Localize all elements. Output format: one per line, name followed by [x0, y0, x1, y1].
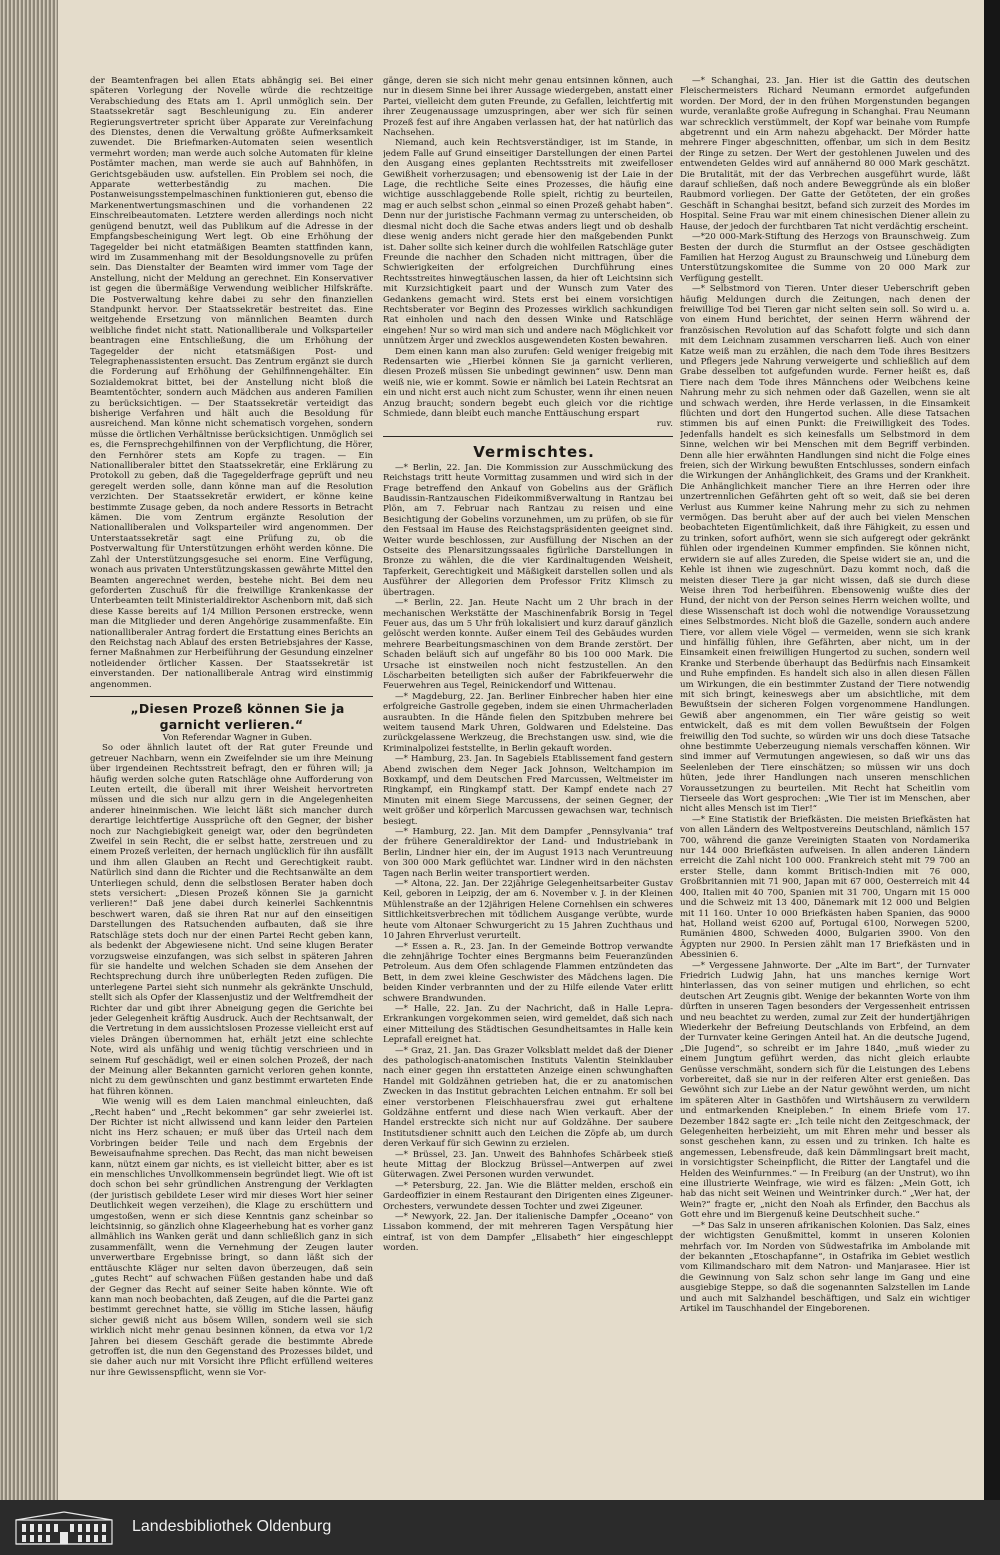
- article-divider: [90, 696, 373, 697]
- section-heading: Vermischtes.: [473, 442, 595, 461]
- column-2: [383, 76, 673, 1476]
- news-item: —* Berlin, 22. Jan. Die Kommission zur Ausschmückung des Reichstags tritt heute Vormittag zusammen und wird sich in der Frage betreffend den Ankauf von Gobelins aus der Gräflich Baudissin-Rantzauschen Fideikommißverwaltung in Rantzau bei Plön, am 7. Februar nach Rantzau zu reisen und eine Besichtigung der Gobelins vorzunehmen, um zu prüfen, ob sie für den Festsaal im Hause des Reichstagspräsidenten geeignet sind. Weiter wurde beschlossen, zur Ausfüllung der Nischen an der Ostseite des Plenarsitzungssaales figürliche Darstellungen in Bronze zu wählen, die die vier Kardinaltugenden Weisheit, Tapferkeit, Gerechtigkeit und Mäßigkeit darstellen sollen und als Ausführer der Allegorien dem Professor Fritz Klimsch zu übertragen.: [383, 462, 673, 598]
- article-paragraph: So oder ähnlich lautet oft der Rat guter Freunde und getreuer Nachbarn, wenn ein Zweifelnder sie um ihre Meinung über irgendeinen Rechtsstreit befragt, den er führen will; ja häufig werden solche guten Ratschläge ohne Aufforderung von Leuten erteilt, die überall mit ihrer Weisheit hervortreten müssen und die sich nur allzu gern in die Angelegenheiten anderer hineinmischen. Wie leicht läßt sich mancher durch derartige leichtfertige Aussprüche oft den Gegner, der bisher noch zur Nachgiebigkeit geneigt war, oder den begründeten Zweifel in sein Recht, die er selbst hatte, zerstreuen und zu einem Prozeß verleiten, der hernach unglücklich für ihn ausfällt und ihm allen Glauben an Recht und Gerechtigkeit raubt. Natürlich sind dann die Richter und die Rechtsanwälte an dem Unterliegen schuld, denn die selbstlosen Berater haben doch stets versichert: „Diesen Prozeß können Sie ja garnicht verlieren!“ Daß jene dabei durch keinerlei Sachkenntnis beschwert waren, daß sie ihren Rat nur auf den einseitigen Darstellungen des Ratsuchenden aufbauten, daß sie ihre Ratschläge stets doch nur der einen Partei Recht geben kann, als bedenkt der Abgewiesene nicht. Und seine klugen Berater vorzugsweise einzufangen, was sich selbst in späteren Jahren für sie handelte und welchen Schaden sie dem Ansehen der Rechtsprechung durch ihre unüberlegten Reden zufügen. Die unterlegene Partei sieht sich nunmehr als gekränkte Unschuld, stellt sich als Opfer der Klassenjustiz und der Weltfremdheit der Richter dar und gibt ihrer Abneigung gegen die Gerichte bei jeder Gelegenheit kräftig Ausdruck. Auch der Rechtsanwalt, der die Vertretung in dem aussichtslosen Prozesse vielleicht erst auf vieles Drängen übernommen hat, erhält jetzt eine schlechte Note, wird als unfähig und wenig tüchtig verschrieen und in seinem Ruf geschädigt, weil er einen solchen Prozeß, der nach der Meinung aller Bekannten garnicht verloren gehen konnte, nicht zu dem gewünschten und ganz bestimmt erwarteten Ende hat führen können.: [90, 743, 373, 1097]
- column-1: [90, 76, 373, 1476]
- book-page-edges: [0, 0, 58, 1500]
- news-item: —* Hamburg, 23. Jan. In Sagebiels Etablissement fand gestern Abend zwischen dem Neger Jack Johnson, Weltchampion im Boxkampf, und dem Deutschen Fred Marcussen, Weltmeister im Ringkampf, ein Ringkampf statt. Der Kampf endete nach 27 Minuten mit einem Siege Marcussens, der seinen Gegner, der weit größer und körperlich Marcussen gewachsen war, technisch besiegt.: [383, 754, 673, 827]
- article-byline: Von Referendar Wagner in Guben.: [162, 732, 313, 743]
- news-item: —* Das Salz in unseren afrikanischen Kolonien. Das Salz, eines der wichtigsten Genußmittel, kommt in unseren Kolonien mehrfach vor. Im Norden von Südwestafrika im Ambolande mit der bekannten „Etoschapfanne“, in Ostafrika im Gebiet westlich vom Kilimandscharo mit dem Natron- und Manjarasee. Hier ist die Gewinnung von Salz schon sehr lange im Gang und eine ausgiebige Steppe, so daß die sogenannten Salzstellen im Lande und auch mit Salzhandel beschäftigen, und Salz ein wichtiger Artikel im Tauschhandel der Eingeborenen.: [680, 1220, 970, 1314]
- news-item: —* Selbstmord von Tieren. Unter dieser Ueberschrift geben häufig Meldungen durch die Zeitungen, nach denen der freiwillige Tod bei Tieren gar nicht selten sein soll. So wird u. a. von einem Hund berichtet, der seinen Herrn während der französischen Revolution auf das Schafott folgte und sich dann mit dem Leichnam zusammen verscharren ließ. Auch von einer Katze weiß man zu erzählen, die nach dem Tode ihres Besitzers und Pflegers jede Nahrung verweigerte und schließlich auf dem Grabe desselben tot aufgefunden wurde. Ferner heißt es, daß Tiere nach dem Tode ihres Männchens oder Weibchens keine Nahrung mehr zu sich nehmen oder daß Gazellen, wenn sie alt und schwach werden, ihre Herde verlassen, in die Einsamkeit flüchten und dort den Hungertod suchen. Alle diese Tatsachen stimmen bis auf einen Punkt: die Freiwilligkeit des Todes. Jedenfalls handelt es sich keinesfalls um Selbstmord in dem Sinne, welchen wir bei Menschen mit dem Begriff verbinden. Denn alle hier erwähnten Handlungen sind nicht die Folge eines freien, sich der Wirkung bewußten Entschlusses, sondern einfach die Wirkungen der Anhänglichkeit, des Grams und der Krankheit. Die Anhänglichkeit mancher Tiere an ihre Herren oder ihre unzertrennlichen Gefährten geht oft so weit, daß sie bei deren Verlust aus Kummer keine Nahrung mehr zu sich zu nehmen vermögen. Das beruht aber auf der auch bei vielen Menschen beobachteten Eigentümlichkeit, daß ihre Fähigkeit, zu essen und zu trinken, sofort aufhört, wenn sie sich aufgeregt oder gekränkt fühlen oder irgendeinen Kummer empfinden. Sie können nicht, erwidern sie auf alles Zureden, die Speise widert sie an, und die Kehle ist ihnen wie zugeschnürt. Dazu kommt noch, daß die meisten dieser Tiere ja gar nicht wissen, daß sie durch diese Weise ihren Tod herbeiführen. Ebensowenig wußte dies der Hund, der nicht von der Person seines Herrn weichen wollte, und diese Wissenschaft ist doch wohl die notwendige Voraussetzung eines Selbstmordes. Nicht bloß die Gazelle, sondern auch andere Tiere, vor allem viele Vögel — vermeiden, wenn sie sich krank und hinfällig fühlen, ihre Gefährten, aber nicht, um in der Einsamkeit einen freiwilligen Hungertod zu suchen, sondern weil Kranke und Sterbende überhaupt das Bedürfnis nach Einsamkeit und Ruhe empfinden. Es handelt sich also in allen diesen Fällen um Wirkungen, die ein bestimmter Zustand der Tiere notwendig mit sich bringt, keineswegs aber um absichtliche, mit dem Bewußtsein der sicheren Folgen vorgenommene Handlungen. Gewiß aber angenommen, ein Tier wäre geistig so weit entwickelt, daß es mit dem vollen Bewußtsein der Folgen freiwillig den Tod suchte, so würden wir uns doch diese Tatsache ohne bestimmte Ueberzeugung niemals verschaffen können. Wir sind immer auf Vermutungen angewiesen, so daß wir uns das Seelenleben der Tiere einschätzen; so müssen wir uns doch hüten, jede ihrer Handlungen nach unseren menschlichen Voraussetzungen zu beurteilen. Mit Recht hat Scheitlin vom Tierseele das Wort gesprochen: „Wie Tier ist im Menschen, aber nicht alles Mensch ist im Tier!“: [680, 284, 970, 815]
- library-building-icon: [14, 1510, 114, 1546]
- section-divider: [383, 436, 673, 437]
- article-signature: ruv.: [656, 419, 673, 430]
- news-item: —* Hamburg, 22. Jan. Mit dem Dampfer „Pennsylvania“ traf der frühere Generaldirektor der Land- und Industriebank in Berlin, Lindner hier ein, der im August 1913 nach Veruntreuung von 300 000 Mark geflüchtet war. Lindner wird in den nächsten Tagen nach Berlin weiter transportiert werden.: [383, 827, 673, 879]
- news-item: —* Eine Statistik der Briefkästen. Die meisten Briefkästen hat von allen Ländern des Weltpostvereins Deutschland, nämlich 157 700, während die ganze Vereinigten Staaten von Nordamerika nur 144 000 Briefkästen aufweisen. In allen anderen Ländern erreicht die Zahl nicht 100 000. Frankreich steht mit 79 700 an erster Stelle, dann kommt Britisch-Indien mit 76 000, Großbritannien mit 71 900, Japan mit 67 000, Oesterreich mit 44 400, Italien mit 40 700, Spanien mit 31 700, Ungarn mit 15 000 und die Schweiz mit 13 400, Dänemark mit 12 000 und Belgien mit 11 160. Unter 10 000 Briefkästen haben Spanien, das 9000 hat, Holland weist 6200 auf, Portugal 6100, Norwegen 5200, Rumänien 4800, Schweden 4000, Bulgarien 3900. Von den Ägypten nur 2900. In Persien zählt man 17 Briefkästen und in Abessinien 6.: [680, 814, 970, 961]
- column-3: [680, 76, 970, 1476]
- news-item: —* Magdeburg, 22. Jan. Berliner Einbrecher haben hier eine erfolgreiche Gastrolle gegeben, indem sie einen Uhrmacherladen ausraubten. In die Hände fielen den Spitzbuben mehrere bei weitem tausend Mark Uhren, Goldwaren und Edelsteine. Das zurückgelassene Werkzeug, die Brechstangen usw. sind, wie die Kriminalpolizei feststellte, in Berlin gekauft worden.: [383, 691, 673, 754]
- news-item: —* Vergessene Jahnworte. Der „Alte im Bart“, der Turnvater Friedrich Ludwig Jahn, hat uns manches kernige Wort hinterlassen, das von seiner mutigen und ehrlichen, so echt deutschen Art Zeugnis gibt. Wenige der bekannten Worte von ihm dürften in unseren Tagen besonders der Vergessenheit entrissen und neu beachtet zu werden, zumal zur Zeit der hundertjährigen Wiederkehr der Befreiung Deutschlands von Erbfeind, an dem der Turnvater keine Geringen Anteil hat. An die deutsche Jugend, „Die Jugend“, so schreibt er im Jahre 1840, „muß wieder zu einem Jungtum geführt werden, das nicht gleich erlaubte Genüsse verschmäht, sondern sich für die Leistungen des Lebens vorbereitet, daß sie nur in der reiferen Alter erst genießen. Das Gewöhnt sich zur Liebe an der Natur gewöhnt werden, um nicht im späteren Alter in Gasthöfen und Wirtshäusern zu verwildern und entmarkenden Kneipleben.“ In einem Briefe vom 17. Dezember 1842 sagte er: „Ich teile nicht den Zeitgeschmack, der Gelegenheiten herbeizieht, um mit Ehren mehr und besser als sonst geschehen kann, zu essen und zu trinken. Ich halte es angemessen, Lebensfreude, daß kein Dämmlingsart breit macht, in vorsichtigster Scheinpflicht, die Ritter der Langtafel und die Helden des Weinfurnmes.“ — In Freiburg (an der Unstrut), wo ihn eine illustrierte Weinfrage, wie wird es fälzen: „Mein Gott, ich hab das nicht seit Weinen und Weintrinker durch.“ „Wer hat, der Wein?“ fragte er, „nicht den Noah als Erfinder, den Bacchus als Gott ehre und im Biergenuß keine Deutschheit suche.“: [680, 960, 970, 1221]
- news-item: —* Halle, 22. Jan. Zu der Nachricht, daß in Halle Lepra-Erkrankungen vorgekommen seien, wird gemeldet, daß sich nach einer Mitteilung des Städtischen Gesundheitsamtes in Halle kein Leprafall ereignet hat.: [383, 1003, 673, 1046]
- news-item: —* Berlin, 22. Jan. Heute Nacht um 2 Uhr brach in der mechanischen Werkstätte der Maschinenfabrik Borsig in Tegel Feuer aus, das um 5 Uhr früh lokalisiert und kurz darauf gänzlich gelöscht werden konnte. Außer einem Teil des Gebäudes wurden mehrere Bearbeitungsmaschinen von dem Brande zerstört. Der Schaden beläuft sich auf ungefähr 80 bis 100 000 Mark. Die Ursache ist einstweilen noch nicht festzustellen. An den Löscharbeiten beteiligten sich außer der Fabrikfeuerwehr die Feuerwehren aus Tegel, Reinickendorf und Wittenau.: [383, 598, 673, 692]
- news-item: —* Schanghai, 23. Jan. Hier ist die Gattin des deutschen Fleischermeisters Richard Neumann ermordet aufgefunden worden. Der Mord, der in den frühen Morgenstunden begangen wurde, veranlaßte große Aufregung in Schanghai. Frau Neumann war schrecklich verstümmelt, der Kopf war beinahe vom Rumpfe abgetrennt und ein Arm nahezu abgehackt. Der Mörder hatte mehrere Finger abgeschnitten, offenbar, um sich in dem Besitz der Ringe zu setzen. Der Wert der gestohlenen Juwelen und des entwendeten Geldes wird auf annähernd 80 000 Mark geschätzt. Die Brutalität, mit der das Verbrechen ausgeführt wurde, läßt darauf schließen, daß noch andere Beweggründe als ein bloßer Raubmord vorliegen. Der Gatte der Getöteten, der ein großes Geschäft in Schanghai besitzt, befand sich zurzeit des Mordes im Hospital. Seine Frau war mit einem chinesischen Diener allein zu Hause, der jedoch der furchtbaren Tat nicht verdächtig erscheint.: [680, 76, 970, 232]
- article-continuation: gänge, deren sie sich nicht mehr genau entsinnen können, auch nur in diesem Sinne bei ihrer Aussage wiedergeben, anstatt einer Partei, vielleicht dem guten Freunde, zu Gefallen, leichtfertig mit ihrer Zeugenaussage umzuspringen, aber wer sich für seinen Prozeß fest auf ihre Angaben verlassen hat, der hat natürlich das Nachsehen.: [383, 76, 673, 139]
- article-paragraph: Niemand, auch kein Rechtsverständiger, ist im Stande, in jedem Falle auf Grund einseitiger Darstellungen der einen Partei den Ausgang eines geplanten Rechtsstreits mit zweifelloser Gewißheit vorherzusagen; und ebensowenig ist der Laie in der Lage, die rechtliche Seite eines Prozesses, die häufig eine wichtige ausschlaggebende Rolle spielt, richtig zu beurteilen, mag er auch selbst schon „einmal so einen Prozeß gehabt haben“. Denn nur der juristische Fachmann vermag zu unterscheiden, ob diesmal nicht doch die Sache etwas anders liegt und ob deshalb diese wenig anders nicht gerade hier den maßgebenden Punkt ist. Daher sollte sich keiner durch die wohlfeilen Ratschläge guter Freunde die nachher den Schaden nicht mittragen, über die Schwierigkeiten der erfolgreichen Durchführung eines Rechtsstreites hinwegtäuschen lassen, da hier oft Leichtsinn sich mit Kurzsichtigkeit paart und der Wunsch zum Vater des Gedankens gemacht wird. Stets erst bei einem vorsichtigen Rechtsberater vor Beginn des Prozesses wirklich sachkundigen Rat einholen und nach den dessen Winke und Ratschläge eingehen! Nur so wird man sich und andere nach Möglichkeit vor unnützem Ärger und zwecklos ausgewendeten Kosten bewahren.: [383, 138, 673, 347]
- article-headline: „Diesen Prozeß können Sie ja garnicht verlieren.“: [130, 700, 345, 732]
- news-item: —* Newyork, 22. Jan. Der italienische Dampfer „Oceano“ von Lissabon kommend, der mit mehreren Tagen Verspätung hier eintraf, ist von dem Dampfer „Elisabeth“ hier eingeschleppt worden.: [383, 1212, 673, 1254]
- news-item: —*20 000-Mark-Stiftung des Herzogs von Braunschweig. Zum Besten der durch die Sturmflut an der Ostsee geschädigten Familien hat Herzog August zu Braunschweig und Lüneburg dem Unterstützungskomitee die Summe von 20 000 Mark zur Verfügung gestellt.: [680, 232, 970, 284]
- column-1-intro: der Beamtenfragen bei allen Etats abhängig sei. Bei einer späteren Vorlegung der Novelle würde die rechtzeitige Verabschiedung des Etats am 1. April unmöglich sein. Der Staatssekretär sagt Beschleunigung zu. Ein anderer Regierungsvertreter spricht über Apparate zur Vereinfachung des Dienstes, denen die Verwaltung größte Aufmerksamkeit zuwendet. Die Briefmarken-Automaten seien wesentlich vermehrt worden; man werde auch solche Automaten für kleine Postämter machen, man werde sie auch auf Bahnhöfen, in Gerichtsgebäuden usw. aufstellen. Ein Problem sei noch, die Apparate wetterbeständig zu machen. Die Postanweisungsstempelmaschinen funktionieren gut, ebenso die Markenentwertungsmaschinen und die vorhandenen 22 Einschreibeautomaten. Letztere werden allerdings noch nicht genügend benutzt, weil das Publikum auf die Adresse in der Empfangsbescheinigung Wert legt. Ob eine Erhöhung der Tagegelder bei nicht etatmäßigen Beamten stattfinden kann, wird im Zusammenhang mit der Besoldungsnovelle zu prüfen sein. Das Dienstalter der Beamten wird immer vom Tage der Anstellung, nicht der Meldung an gerechnet. Ein Konservativer ist gegen die übermäßige Verwendung weiblicher Hilfskräfte. Die Postverwaltung kehre dabei zu sehr den finanziellen Standpunkt hervor. Der Staatssekretär bestreitet das. Eine weitgehende Ersetzung von männlichen Beamten durch weibliche findet nicht statt. Nationalliberale und Volksparteiler beantragen eine Entschließung, die um Erhöhung der Tagegelder der nicht etatsmäßigen Post- und Telegraphenassistenten ersucht. Das Zentrum ergänzt sie durch die Forderung auf Erhöhung der Gehilfinnengehälter. Ein Sozialdemokrat bittet, bei der Anstellung nicht bloß die Beamtentöchter, sondern auch Mädchen aus anderen Familien zu berücksichtigen. — Der Staatssekretär verteidigt das bisherige Verfahren und hält auch die Besoldung für ausreichend. Man könne nicht schematisch vorgehen, sondern müsse die örtlichen Verhältnisse berücksichtigen. Unmöglich sei es, die Fernsprechgehilfinnen von der Verpflichtung, die Hörer, den Fernhörer stets am Kopfe zu tragen. — Ein Nationalliberaler bittet den Staatssekretär, eine Erklärung zu Protokoll zu geben, daß die Tagegelderfrage geprüft und neu geregelt werden solle, dann könne man auf die Resolution verzichten. Der Staatssekretär erwidert, er könne keine bestimmte Zusage geben, da noch andere Ressorts in Betracht kämen. Die vom Zentrum ergänzte Resolution der Nationalliberalen und Volksparteiler wird angenommen. Der Unterstaatssekretär sagt eine Prüfung zu, ob die Postverwaltung für Unterstützungen erhöht werden könne. Die Zahl der Unterstützungsgesuche sei enorm. Eine Verfügung, wonach aus privaten Unterstützungskassen gewährte Mittel den Beamten angerechnet werden, bestehe nicht. Bei dem neu geforderten Zuschuß für die freiwillige Krankenkasse der Unterbeamten teilt Ministerialdirektor Aschenborn mit, daß sich diese Kasse bereits auf 1/4 Million Personen erstrecke, wenn man die Mitglieder und deren Angehörige zusammenfaßte. Ein nationalliberaler Antrag fordert die Erstattung eines Berichts an den Reichstag nach Ablauf des ersten Betriebsjahres der Kasse, ferner Maßnahmen zur Herbeiführung der Gesundung einzelner notleidender örtlicher Kassen. Der Staatssekretär ist einverstanden. Der nationalliberale Antrag wird einstimmig angenommen.: [90, 76, 373, 690]
- article-paragraph: Wie wenig will es dem Laien manchmal einleuchten, daß „Recht haben“ und „Recht bekommen“ gar sehr zweierlei ist. Der Richter ist nicht allwissend und kann leider den Parteien nicht ins Herz schauen; er muß über das Urteil nach dem Vorbringen beider Teile und nach dem Ergebnis der Beweisaufnahme sprechen. Das Recht, das man nicht beweisen kann, nützt einem gar nichts, es ist vielleicht bitter, aber es ist ein menschliches Unvollkommensein begründet liegt. Wie oft ist doch schon bei sehr gründlichen Anstrengung der Verklagten (der juristisch gebildete Leser wird mir dieses Wort hier seiner Deutlichkeit wegen verzeihen), die Klage zu erschüttern und umgestoßen, wenn er sich diese Kenntnis ganz scheinbar so leichtsinnig, so gänzlich ohne Klageerhebung hat es vorher ganz allmählich ins Wanken gerät und dann schließlich ganz in sich zusammenfällt, wenn die Vernehmung der Zeugen lauter unverwertbare Ergebnisse bringt, so dann läßt sich der enttäuschte Kläger nur selten davon überzeugen, daß sein „gutes Recht“ auf schwachen Füßen gestanden habe und daß der Gegner das Recht auf seiner Seite haben könnte. Wie oft kann man noch beobachten, daß Zeugen, auf die die Partei ganz bestimmt gerechnet hatte, sie völlig im Stiche lassen, häufig sicher gewiß nicht aus bösem Willen, sondern weil sie sich wirklich nicht mehr genau besinnen können, da etwa vor 1/2 Jahren bei diesem Geschäft gerade die bestimmte Abrede getroffen ist, die nun den Gegenstand des Prozesses bildet, und sie daher auch nur mit Vorsicht ihre Pflicht erfüllend weiteres nur ihre Gewissenspflicht, wenn sie Vor-: [90, 1097, 373, 1378]
- news-item: —* Essen a. R., 23. Jan. In der Gemeinde Bottrop verwandte die zehnjährige Tochter eines Bergmanns beim Feueranzünden Petroleum. Aus dem Ofen schlagende Flammen entzündeten das Bett, in dem zwei kleine Geschwister des Mädchens lagen. Die beiden Kinder verbrannten und der zu Hilfe eilende Vater erlitt schwere Brandwunden.: [383, 941, 673, 1004]
- news-item: —* Altona, 22. Jan. Der 22jährige Gelegenheitsarbeiter Gustav Keil, geboren in Leipzig, der am 6. November v. J. in der Kleinen Mühlenstraße an der 12jährigen Helene Cornehlsen ein schweres Sittlichkeitsverbrechen mit tödlichem Ausgange verübte, wurde heute vom Altonaer Schwurgericht zu 15 Jahren Zuchthaus und 10 Jahren Ehrverlust verurteilt.: [383, 879, 673, 942]
- news-item: —* Petersburg, 22. Jan. Wie die Blätter melden, erschoß ein Gardeoffizier in einem Restaurant den Dirigenten eines Zigeuner-Orchesters, verwundete dessen Tochter und zwei Zigeuner.: [383, 1180, 673, 1212]
- news-item: —* Brüssel, 23. Jan. Unweit des Bahnhofes Schärbeek stieß heute Mittag der Blockzug Brüssel—Antwerpen auf zwei Güterwagen. Zwei Personen wurden verwundet.: [383, 1149, 673, 1181]
- news-item: —* Graz, 21. Jan. Das Grazer Volksblatt meldet daß der Diener des pathologisch-anatomischen Instituts Valentin Steinklauber nach einer gegen ihn erstatteten Anzeige einen schwunghaften Handel mit Goldzähnen getrieben hat, die er zu anatomischen Zwecken in das Institut gebrachten Leichen entnahm. Er soll bei einer verstorbenen Fleischhauersfrau zwei gut erhaltene Goldzähne entfernt und diese nach Wien verkauft. Aber der Handel erstreckte sich nicht nur auf Goldzähne. Der saubere Institutsdiener schnitt auch den Leichen die Zöpfe ab, um durch deren Verkauf für sich Gewinn zu erzielen.: [383, 1045, 673, 1150]
- library-name: Landesbibliothek Oldenburg: [132, 1518, 332, 1535]
- viewer-footer: [0, 1500, 1000, 1555]
- article-paragraph: Dem einen kann man also zurufen: Geld weniger freigebig mit Redensarten wie „Hierbei können Sie ja garnicht verlieren, diesen Prozeß müssen Sie unbedingt gewinnen“ usw. Denn man weiß nie, wie er kommt. Sowie er nämlich bei Latein Rechtsrat an ein und nicht erst auch nicht zum Schuster, wenn ihr einen neuen Anzug braucht; sondern begebt euch gleich vor die richtige Schmiede, dann bleibt euch manche Enttäuschung erspart: [383, 346, 673, 419]
